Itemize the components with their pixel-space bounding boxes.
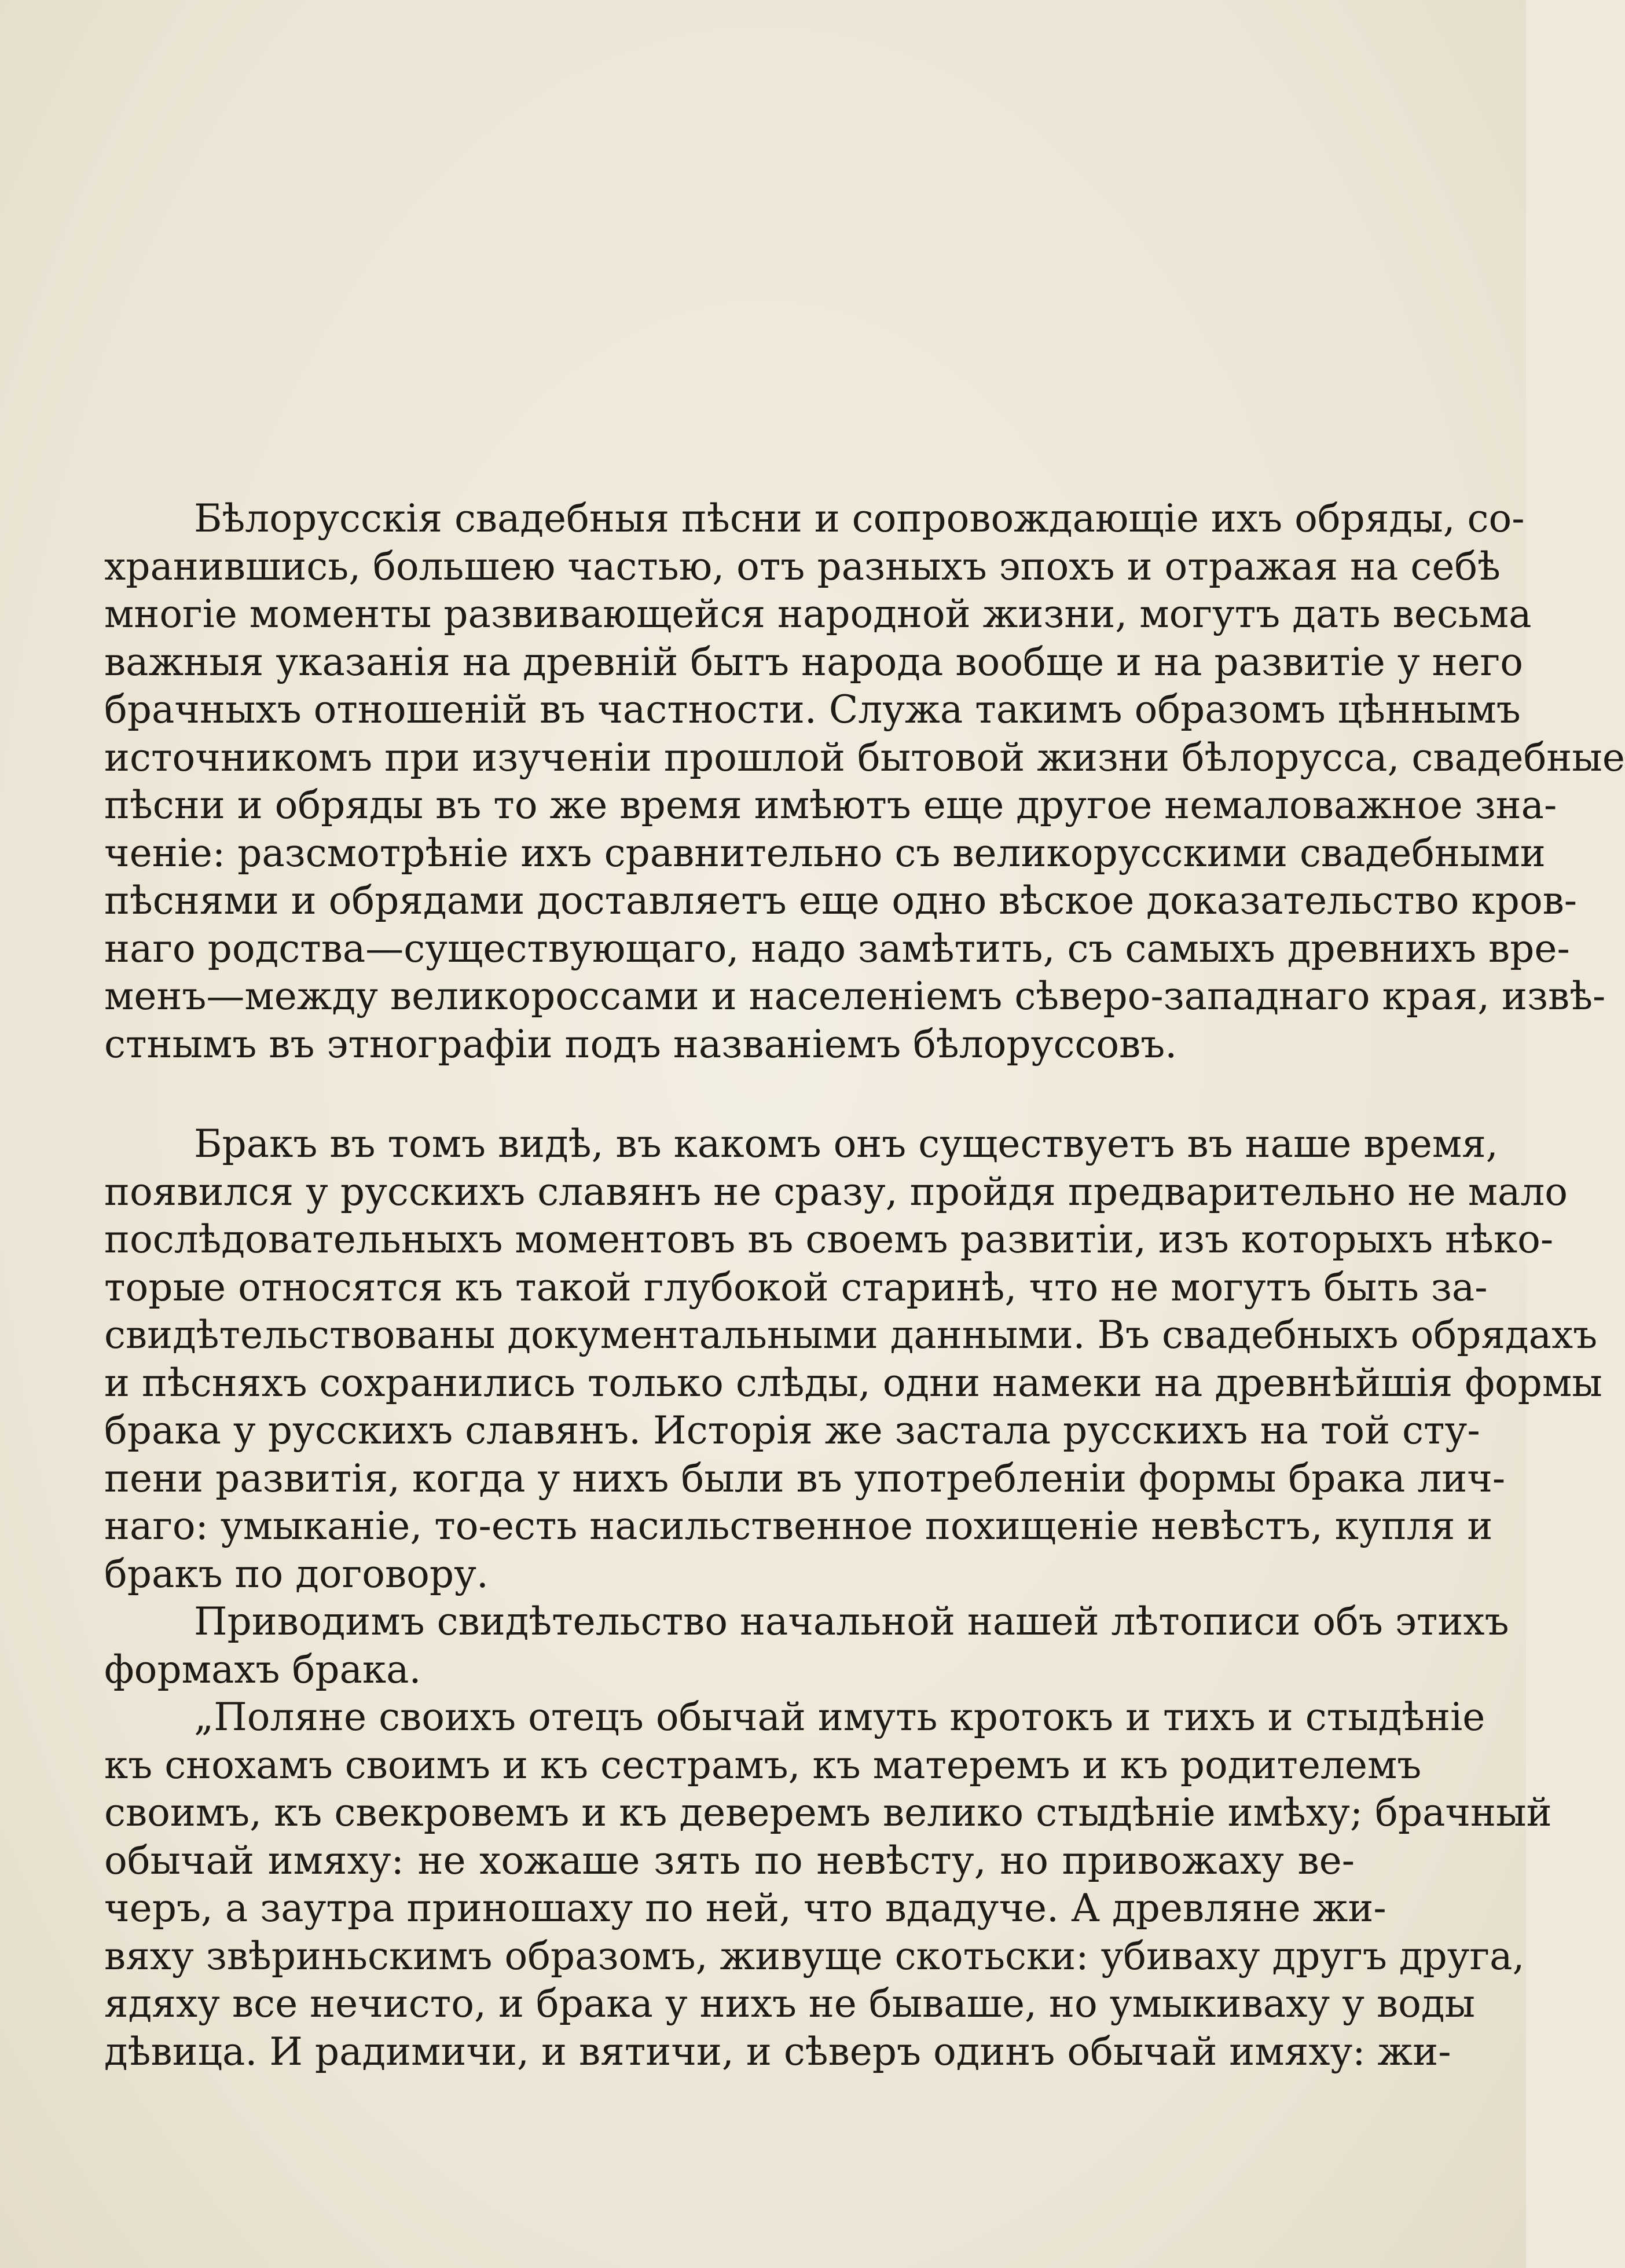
text-line: пени развитія, когда у нихъ были въ употребленіи формы брака лич- bbox=[104, 1456, 1506, 1501]
text-line: торые относятся къ такой глубокой старинѣ, что не могутъ быть за- bbox=[104, 1265, 1488, 1310]
text-line: „Поляне своихъ отецъ обычай имуть кротокъ и тихъ и стыдѣніе bbox=[194, 1695, 1485, 1739]
text-line: менъ—между великороссами и населеніемъ сѣверо-западнаго края, извѣ- bbox=[104, 974, 1606, 1018]
paragraph-1 bbox=[104, 495, 1625, 1068]
text-line: важныя указанія на древній бытъ народа вообще и на развитіе у него bbox=[104, 639, 1523, 684]
paragraph-2 bbox=[104, 1120, 1602, 1598]
text-line: къ снохамъ своимъ и къ сестрамъ, къ матеремъ и къ родителемъ bbox=[104, 1742, 1422, 1787]
text-line: хранившись, большею частью, отъ разныхъ эпохъ и отражая на себѣ bbox=[104, 544, 1501, 589]
text-line: брака у русскихъ славянъ. Исторія же застала русскихъ на той сту- bbox=[104, 1408, 1480, 1453]
text-line: вяху звѣриньскимъ образомъ, живуще скотьски: убиваху другъ друга, bbox=[104, 1933, 1525, 1978]
paragraph-3 bbox=[104, 1598, 1509, 1694]
text-line: наго: умыканіе, то-есть насильственное похищеніе невѣстъ, купля и bbox=[104, 1504, 1493, 1548]
text-line: обычай имяху: не хожаше зять по невѣсту, но привожаху ве- bbox=[104, 1838, 1355, 1883]
page-text bbox=[104, 495, 1625, 2076]
text-line: формахъ брака. bbox=[104, 1647, 421, 1692]
text-line: Бѣлорусскія свадебныя пѣсни и сопровождающіе ихъ обряды, со- bbox=[194, 496, 1525, 541]
text-line: дѣвица. И радимичи, и вятичи, и сѣверъ одинъ обычай имяху: жи- bbox=[104, 2029, 1451, 2074]
text-line: послѣдовательныхъ моментовъ въ своемъ развитіи, изъ которыхъ нѣко- bbox=[104, 1217, 1554, 1262]
text-line: многіе моменты развивающейся народной жизни, могутъ дать весьма bbox=[104, 592, 1532, 636]
text-line: ченіе: разсмотрѣніе ихъ сравнительно съ великорусскими свадебными bbox=[104, 830, 1546, 875]
text-line: появился у русскихъ славянъ не сразу, пройдя предварительно не мало bbox=[104, 1169, 1568, 1214]
paragraph-4-quote bbox=[104, 1694, 1552, 2076]
text-line: Бракъ въ томъ видѣ, въ какомъ онъ существуетъ въ наше время, bbox=[194, 1122, 1498, 1166]
text-line: и пѣсняхъ сохранились только слѣды, одни намеки на древнѣйшія формы bbox=[104, 1360, 1602, 1405]
text-line: пѣснями и обрядами доставляетъ еще одно вѣское доказательство кров- bbox=[104, 878, 1578, 923]
text-line: свидѣтельствованы документальными данными. Въ свадебныхъ обрядахъ bbox=[104, 1313, 1598, 1357]
text-line: стнымъ въ этнографіи подъ названіемъ бѣлоруссовъ. bbox=[104, 1021, 1178, 1067]
text-line: источникомъ при изученіи прошлой бытовой жизни бѣлорусса, свадебные bbox=[104, 735, 1625, 780]
text-line: ядяху все нечисто, и брака у нихъ не бываше, но умыкиваху у воды bbox=[104, 1981, 1476, 2026]
text-line: своимъ, къ свекровемъ и къ деверемъ велико стыдѣніе имѣху; брачный bbox=[104, 1790, 1552, 1835]
text-line: наго родства—существующаго, надо замѣтить, съ самыхъ древнихъ вре- bbox=[104, 926, 1570, 971]
text-line: черъ, а заутра приношаху по ней, что вдадуче. А древляне жи- bbox=[104, 1886, 1386, 1930]
text-line: бракъ по договору. bbox=[104, 1551, 489, 1596]
text-line: пѣсни и обряды въ то же время имѣютъ еще другое немаловажное зна- bbox=[104, 783, 1557, 827]
text-line: брачныхъ отношеній въ частности. Служа такимъ образомъ цѣннымъ bbox=[104, 687, 1521, 732]
text-line: Приводимъ свидѣтельство начальной нашей лѣтописи объ этихъ bbox=[194, 1599, 1509, 1644]
